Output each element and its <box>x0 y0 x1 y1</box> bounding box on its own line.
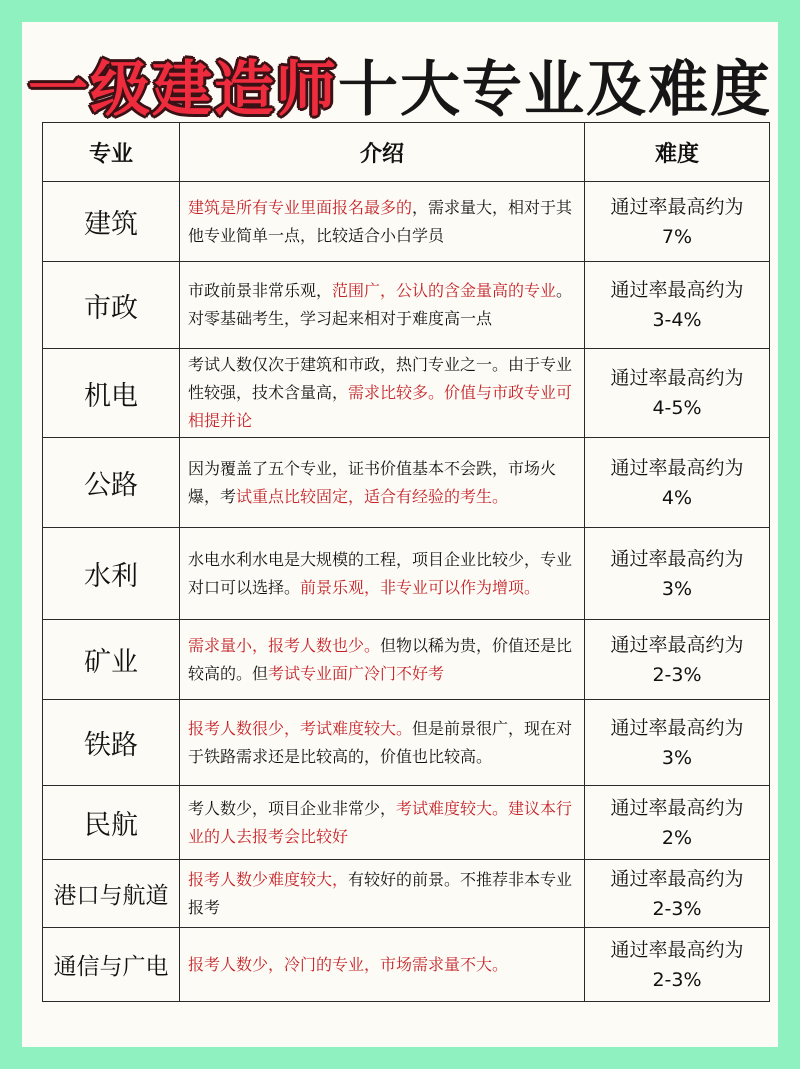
intro-text: 水电水利水电是大规模的工程，项目企业比较少，专业对口可以选择。 <box>188 549 573 597</box>
cell-major: 矿业 <box>43 620 180 700</box>
intro-text: ，需求量大，相对于其他专业简单一点，比较适合小白学员 <box>188 197 573 245</box>
cell-major: 港口与航道 <box>43 860 180 928</box>
cell-major: 建筑 <box>43 182 180 262</box>
cell-difficulty <box>585 928 770 1002</box>
intro-text: 但物以稀为贵，价值还是比较高的。但 <box>188 635 573 683</box>
cell-intro <box>180 786 585 860</box>
intro-highlight-text: 报考人数很少，考试难度较大。 <box>188 718 413 738</box>
intro-highlight-text: 需求比较多。价值与市政专业可相提并论 <box>188 383 573 430</box>
cell-major: 公路 <box>43 438 180 528</box>
poster-card <box>22 22 778 1047</box>
cell-difficulty <box>585 262 770 349</box>
cell-difficulty <box>585 438 770 528</box>
cell-major: 铁路 <box>43 700 180 786</box>
intro-highlight-text: 需求量小，报考人数也少。 <box>188 635 381 655</box>
cell-difficulty <box>585 700 770 786</box>
cell-difficulty <box>585 786 770 860</box>
intro-highlight-text: 范围广，公认的含金量高的专业 <box>332 281 557 300</box>
intro-text: 市政前景非常乐观， <box>188 281 333 300</box>
cell-intro <box>180 262 585 349</box>
title-part-dark: 十大专业及难度 <box>338 55 772 125</box>
cell-difficulty <box>585 860 770 928</box>
pass-rate-label: 通过率最高约为 <box>610 367 744 389</box>
pass-rate-label: 通过率最高约为 <box>610 633 744 656</box>
table-row <box>43 262 770 349</box>
cell-intro <box>180 182 585 262</box>
table-row <box>43 786 770 860</box>
intro-highlight-text: 试重点比较固定，适合有经验的考生。 <box>236 486 509 506</box>
header-intro: 介绍 <box>180 123 585 182</box>
intro-highlight-text: 前景乐观，非专业可以作为增项。 <box>300 577 541 597</box>
table-row <box>43 349 770 438</box>
table-row <box>43 182 770 262</box>
majors-table <box>42 122 770 1002</box>
intro-text: 考试人数仅次于建筑和市政，热门专业之一。由于专业性较强，技术含量高， <box>188 355 573 402</box>
table-row <box>43 928 770 1002</box>
pass-rate-label: 通过率最高约为 <box>610 796 744 819</box>
cell-major: 通信与广电 <box>43 928 180 1002</box>
cell-major: 民航 <box>43 786 180 860</box>
pass-rate-value: 7% <box>661 225 693 248</box>
cell-difficulty <box>585 528 770 620</box>
cell-major: 市政 <box>43 262 180 349</box>
intro-highlight-text: 报考人数少难度较大， <box>188 869 349 889</box>
pass-rate-value: 2-3% <box>652 897 702 920</box>
cell-intro <box>180 860 585 928</box>
cell-difficulty <box>585 349 770 438</box>
cell-difficulty <box>585 620 770 700</box>
pass-rate-value: 2-3% <box>652 663 702 686</box>
table-header-row <box>43 123 770 182</box>
pass-rate-label: 通过率最高约为 <box>610 716 744 739</box>
intro-text: 但是前景很广，现在对于铁路需求还是比较高的，价值也比较高。 <box>188 718 573 766</box>
cell-intro <box>180 928 585 1002</box>
intro-highlight-text: 报考人数少，冷门的专业，市场需求量不大。 <box>188 954 509 974</box>
pass-rate-value: 3-4% <box>652 309 702 331</box>
title-part-red: 一级建造师 <box>28 55 338 125</box>
pass-rate-value: 4-5% <box>652 397 702 419</box>
pass-rate-label: 通过率最高约为 <box>610 456 744 479</box>
pass-rate-label: 通过率最高约为 <box>610 938 744 961</box>
intro-highlight-text: 考试专业面广冷门不好考 <box>268 663 445 683</box>
table-row <box>43 860 770 928</box>
table-row <box>43 700 770 786</box>
intro-text: 。对零基础考生，学习起来相对于难度高一点 <box>188 281 573 328</box>
pass-rate-label: 通过率最高约为 <box>610 867 744 890</box>
intro-text: 有较好的前景。不推荐非本专业报考 <box>188 869 573 917</box>
pass-rate-value: 2% <box>661 826 693 849</box>
intro-text: 因为覆盖了五个专业，证书价值基本不会跌，市场火爆，考 <box>188 458 557 506</box>
cell-intro <box>180 349 585 438</box>
intro-text: 考人数少，项目企业非常少， <box>188 798 397 818</box>
cell-intro <box>180 438 585 528</box>
intro-highlight-text: 建筑是所有专业里面报名最多的 <box>188 197 413 217</box>
header-difficulty: 难度 <box>585 123 770 182</box>
pass-rate-value: 3% <box>661 577 693 600</box>
cell-major: 水利 <box>43 528 180 620</box>
table-row <box>43 620 770 700</box>
cell-intro <box>180 700 585 786</box>
cell-intro <box>180 528 585 620</box>
cell-intro <box>180 620 585 700</box>
pass-rate-label: 通过率最高约为 <box>610 279 744 301</box>
pass-rate-value: 2-3% <box>652 968 702 991</box>
pass-rate-label: 通过率最高约为 <box>610 195 744 218</box>
pass-rate-value: 3% <box>661 746 693 769</box>
table-body <box>43 182 770 1002</box>
pass-rate-label: 通过率最高约为 <box>610 547 744 570</box>
pass-rate-value: 4% <box>661 486 693 509</box>
header-major: 专业 <box>43 123 180 182</box>
intro-highlight-text: 考试难度较大。建议本行业的人去报考会比较好 <box>188 798 573 846</box>
table-row <box>43 438 770 528</box>
table-row <box>43 528 770 620</box>
cell-major: 机电 <box>43 349 180 438</box>
cell-difficulty <box>585 182 770 262</box>
